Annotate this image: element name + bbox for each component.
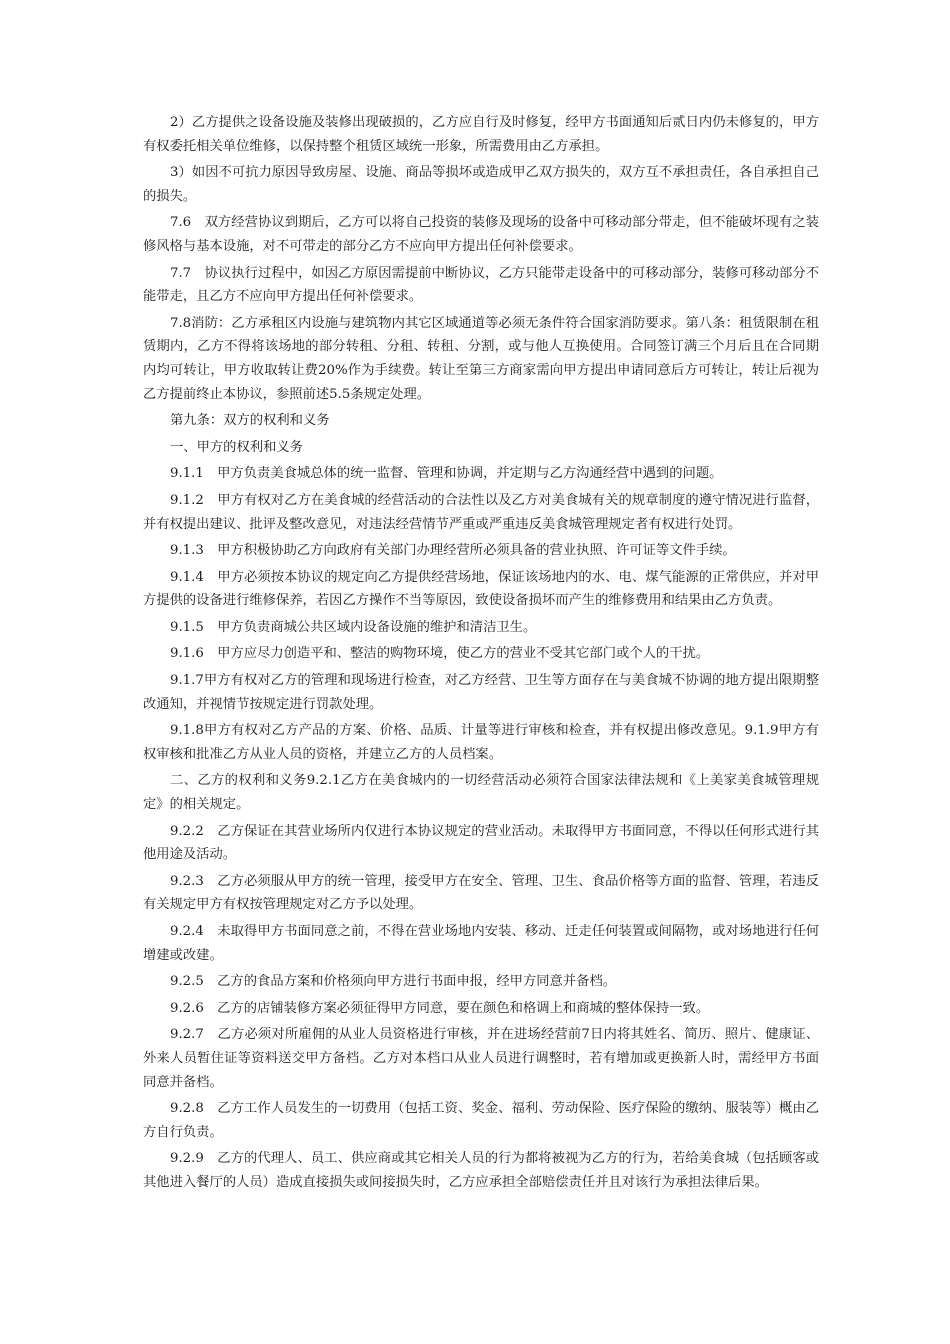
paragraph: 9.1.3 甲方积极协助乙方向政府有关部门办理经营所必须具备的营业执照、许可证等文件手续。 <box>170 543 736 559</box>
paragraph: 9.1.6 甲方应尽力创造平和、整洁的购物环境，使乙方的营业不受其它部门或个人的干扰。 <box>170 646 710 662</box>
subsection-heading: 一、甲方的权利和义务 <box>170 439 303 455</box>
paragraph: 9.1.4 甲方必须按本协议的规定向乙方提供经营场地，保证该场地内的水、电、煤气能源的正常供应，并对甲方提供的设备进行维修保养，若因乙方操作不当等原因，致使设备损坏而产生的维修费用和结果由乙方负责。 <box>143 569 819 609</box>
paragraph: 9.2.4 未取得甲方书面同意之前，不得在营业场地内安装、移动、迁走任何装置或间隔物，或对场地进行任何增建或改建。 <box>143 924 819 963</box>
paragraph: 7.8消防：乙方承租区内设施与建筑物内其它区域通道等必须无条件符合国家消防要求。第八条：租赁限制在租赁期内，乙方不得将该场地的部分转租、分租、转租、分割，或与他人互换使用。合同签订满三个月后且在合同期内均可转让，甲方收取转让费20%作为手续费。转让至第三方商家需向甲方提出申请同意后方可转让，转让后视为乙方提前终止本协议，参照前述5.5条规定处理。 <box>143 315 819 402</box>
paragraph: 7.6 双方经营协议到期后，乙方可以将自己投资的装修及现场的设备中可移动部分带走，但不能破坏现有之装修风格与基本设施，对不可带走的部分乙方不应向甲方提出任何补偿要求。 <box>143 215 819 254</box>
paragraph: 9.2.9 乙方的代理人、员工、供应商或其它相关人员的行为都将被视为乙方的行为，若给美食城（包括顾客或其他进入餐厅的人员）造成直接损失或间接损失时，乙方应承担全部赔偿责任并且对该行为承担法律后果。 <box>143 1151 819 1190</box>
paragraph: 二、乙方的权利和义务9.2.1乙方在美食城内的一切经营活动必须符合国家法律法规和《上美家美食城管理规定》的相关规定。 <box>143 773 819 813</box>
paragraph: 9.1.8甲方有权对乙方产品的方案、价格、品质、计量等进行审核和检查，并有权提出修改意见。9.1.9甲方有权审核和批准乙方从业人员的资格，并建立乙方的人员档案。 <box>143 723 819 762</box>
paragraph: 9.2.2 乙方保证在其营业场所内仅进行本协议规定的营业活动。未取得甲方书面同意，不得以任何形式进行其他用途及活动。 <box>143 823 819 863</box>
paragraph: 2）乙方提供之设备设施及装修出现破损的，乙方应自行及时修复，经甲方书面通知后贰日内仍未修复的，甲方有权委托相关单位维修，以保持整个租赁区域统一形象，所需费用由乙方承担。 <box>143 115 819 154</box>
paragraph: 9.1.5 甲方负责商城公共区域内设备设施的维护和清洁卫生。 <box>170 619 537 635</box>
paragraph: 9.2.6 乙方的店铺装修方案必须征得甲方同意，要在颜色和格调上和商城的整体保持一致。 <box>170 1000 710 1016</box>
paragraph: 9.2.3 乙方必须服从甲方的统一管理，接受甲方在安全、管理、卫生、食品价格等方面的监督、管理，若违反有关规定甲方有权按管理规定对乙方予以处理。 <box>143 873 819 913</box>
section-heading: 第九条：双方的权利和义务 <box>170 413 330 429</box>
paragraph: 3）如因不可抗力原因导致房屋、设施、商品等损坏或造成甲乙双方损失的，双方互不承担责任，各自承担自己的损失。 <box>143 165 819 204</box>
paragraph: 7.7 协议执行过程中，如因乙方原因需提前中断协议，乙方只能带走设备中的可移动部分，装修可移动部分不能带走，且乙方不应向甲方提出任何补偿要求。 <box>143 265 819 305</box>
paragraph: 9.2.5 乙方的食品方案和价格须向甲方进行书面申报，经甲方同意并备档。 <box>170 974 617 990</box>
paragraph: 9.1.2 甲方有权对乙方在美食城的经营活动的合法性以及乙方对美食城有关的规章制度的遵守情况进行监督，并有权提出建议、批评及整改意见，对违法经营情节严重或严重违反美食城管理规定者有权进行处罚。 <box>143 492 819 532</box>
paragraph: 9.1.7甲方有权对乙方的管理和现场进行检查，对乙方经营、卫生等方面存在与美食城不协调的地方提出限期整改通知，并视情节按规定进行罚款处理。 <box>143 673 819 712</box>
paragraph: 9.1.1 甲方负责美食城总体的统一监督、管理和协调，并定期与乙方沟通经营中遇到的问题。 <box>170 466 723 482</box>
document-page <box>143 111 819 1198</box>
paragraph: 9.2.7 乙方必须对所雇佣的从业人员资格进行审核，并在进场经营前7日内将其姓名、简历、照片、健康证、外来人员暂住证等资料送交甲方备档。乙方对本档口从业人员进行调整时，若有增加或更换新人时，需经甲方书面同意并备档。 <box>143 1027 819 1090</box>
paragraph: 9.2.8 乙方工作人员发生的一切费用（包括工资、奖金、福利、劳动保险、医疗保险的缴纳、服装等）概由乙方自行负责。 <box>143 1101 819 1140</box>
